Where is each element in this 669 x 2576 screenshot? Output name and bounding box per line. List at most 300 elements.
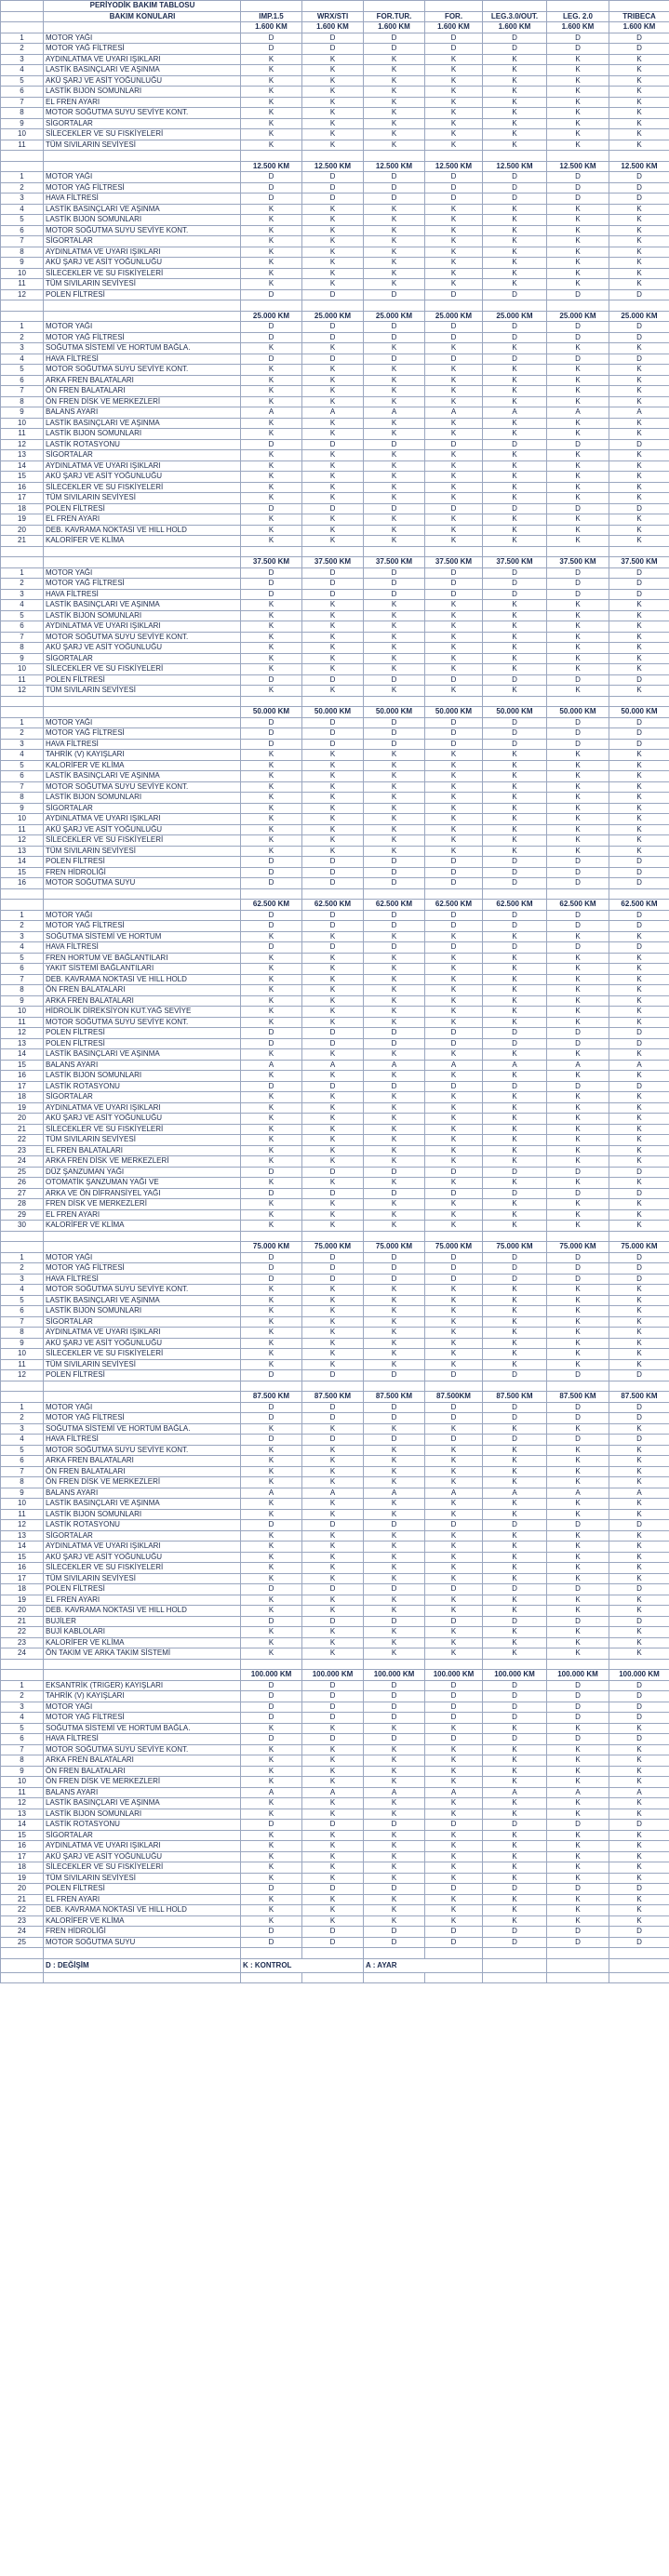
table-row (1, 1616, 669, 1627)
action-code: K (609, 1841, 669, 1852)
maintenance-item: AKÜ ŞARJ VE ASİT YOĞUNLUĞU (44, 75, 241, 87)
action-code: K (302, 247, 364, 258)
action-code: K (547, 482, 609, 493)
action-code: K (364, 1830, 425, 1841)
table-row (1, 835, 669, 847)
action-code: D (364, 1691, 425, 1702)
action-code: K (302, 343, 364, 354)
interval-column-header: 62.500 KM (483, 900, 547, 911)
action-code: K (483, 664, 547, 675)
interval-column-header: 87.500 KM (241, 1392, 302, 1403)
maintenance-item: HAVA FİLTRESİ (44, 1274, 241, 1285)
action-code: D (241, 1038, 302, 1049)
action-code: K (425, 1295, 483, 1306)
action-code: K (425, 964, 483, 975)
row-number: 2 (1, 1413, 44, 1424)
action-code: K (364, 1809, 425, 1820)
action-code: D (609, 1038, 669, 1049)
row-number: 2 (1, 182, 44, 194)
action-code: K (547, 1894, 609, 1905)
action-code: K (609, 1477, 669, 1488)
action-code: D (547, 567, 609, 579)
action-code: K (241, 450, 302, 461)
maintenance-item: MOTOR SOĞUTMA SUYU SEVİYE KONT. (44, 632, 241, 643)
action-code: K (364, 1777, 425, 1788)
spacer-cell (241, 696, 302, 707)
spacer-cell (425, 1948, 483, 1959)
spacer-cell (547, 1381, 609, 1392)
table-row (1, 1349, 669, 1360)
title-blank-cell (547, 1, 609, 12)
action-code: K (241, 1627, 302, 1638)
action-code: K (241, 1851, 302, 1862)
action-code: K (609, 1637, 669, 1648)
action-code: D (425, 1252, 483, 1263)
action-code: K (483, 953, 547, 964)
action-code: D (483, 910, 547, 921)
action-code: D (483, 1927, 547, 1938)
action-code: D (547, 1252, 609, 1263)
spacer-cell (241, 1381, 302, 1392)
action-code: K (364, 793, 425, 804)
action-code: D (241, 1937, 302, 1948)
action-code: D (241, 857, 302, 868)
action-code: K (241, 215, 302, 226)
action-code: D (241, 589, 302, 600)
row-number: 16 (1, 482, 44, 493)
action-code: K (364, 653, 425, 664)
table-row (1, 1552, 669, 1563)
action-code: K (425, 1466, 483, 1477)
action-code: K (241, 1744, 302, 1755)
table-row (1, 1862, 669, 1874)
action-code: K (483, 995, 547, 1007)
action-code: D (302, 194, 364, 205)
action-code: K (547, 974, 609, 985)
spacer-cell (483, 546, 547, 557)
action-code: K (547, 793, 609, 804)
action-code: D (364, 867, 425, 878)
action-code: D (425, 1927, 483, 1938)
action-code: D (609, 674, 669, 686)
action-code: D (364, 1702, 425, 1713)
action-code: K (609, 1798, 669, 1809)
maintenance-item: MOTOR YAĞI (44, 322, 241, 333)
action-code: D (425, 878, 483, 889)
action-code: K (364, 429, 425, 440)
action-code: K (302, 1595, 364, 1606)
row-number: 4 (1, 65, 44, 76)
action-code: K (364, 493, 425, 504)
action-code: A (364, 407, 425, 419)
action-code: D (302, 1584, 364, 1595)
table-row (1, 1884, 669, 1895)
action-code: K (609, 1445, 669, 1456)
action-code: K (364, 1135, 425, 1146)
action-code: A (547, 1488, 609, 1499)
action-code: K (547, 129, 609, 140)
action-code: K (241, 1316, 302, 1328)
spacer-cell (241, 1972, 302, 1983)
table-row (1, 942, 669, 954)
action-code: D (609, 878, 669, 889)
action-code: D (425, 674, 483, 686)
table-row (1, 33, 669, 44)
interval-column-header: 12.500 KM (483, 161, 547, 172)
maintenance-item: SİGORTALAR (44, 1316, 241, 1328)
action-code: K (364, 1894, 425, 1905)
action-code: D (483, 579, 547, 590)
action-code: D (364, 1927, 425, 1938)
action-code: K (547, 1873, 609, 1884)
action-code: K (483, 1509, 547, 1520)
action-code: K (364, 1606, 425, 1617)
action-code: K (302, 1563, 364, 1574)
row-number: 11 (1, 1359, 44, 1370)
action-code: K (241, 974, 302, 985)
table-row (1, 365, 669, 376)
action-code: K (547, 632, 609, 643)
action-code: D (483, 182, 547, 194)
action-code: D (547, 1713, 609, 1724)
action-code: D (425, 1734, 483, 1745)
action-code: K (364, 482, 425, 493)
spacer-cell (302, 1972, 364, 1983)
action-code: K (483, 835, 547, 847)
row-number: 21 (1, 1894, 44, 1905)
action-code: K (302, 1306, 364, 1317)
spacer-cell (609, 888, 669, 900)
action-code: K (483, 215, 547, 226)
action-code: K (425, 610, 483, 621)
action-code: K (241, 621, 302, 633)
table-row (1, 1927, 669, 1938)
interval-header-no-cell (1, 1242, 44, 1253)
action-code: K (547, 1221, 609, 1232)
action-code: D (609, 44, 669, 55)
action-code: K (609, 1359, 669, 1370)
maintenance-item: KALORİFER VE KLİMA (44, 760, 241, 771)
action-code: D (425, 1584, 483, 1595)
action-code: D (547, 1038, 609, 1049)
action-code: K (547, 1798, 609, 1809)
row-number: 13 (1, 1809, 44, 1820)
maintenance-item: SOĞUTMA SİSTEMİ VE HORTUM (44, 931, 241, 942)
row-number: 13 (1, 1530, 44, 1542)
action-code: K (364, 1456, 425, 1467)
action-code: D (241, 1435, 302, 1446)
action-code: K (302, 1766, 364, 1777)
action-code: K (364, 664, 425, 675)
table-row (1, 1221, 669, 1232)
action-code: D (241, 942, 302, 954)
action-code: K (241, 1456, 302, 1467)
action-code: K (609, 621, 669, 633)
action-code: D (547, 910, 609, 921)
table-row (1, 750, 669, 761)
action-code: K (241, 1423, 302, 1435)
row-number: 8 (1, 1328, 44, 1339)
action-code: K (241, 1295, 302, 1306)
action-code: K (547, 1477, 609, 1488)
action-code: K (302, 750, 364, 761)
action-code: K (609, 97, 669, 108)
action-code: K (483, 985, 547, 996)
action-code: K (241, 97, 302, 108)
table-row (1, 1156, 669, 1168)
action-code: K (302, 1285, 364, 1296)
action-code: K (483, 365, 547, 376)
row-number: 12 (1, 1520, 44, 1531)
action-code: K (302, 964, 364, 975)
action-code: D (425, 33, 483, 44)
action-code: K (609, 536, 669, 547)
maintenance-item: SİLECEKLER VE SU FISKİYELERİ (44, 664, 241, 675)
action-code: K (483, 610, 547, 621)
action-code: K (241, 1723, 302, 1734)
action-code: K (241, 1156, 302, 1168)
row-number: 12 (1, 686, 44, 697)
maintenance-item: KALORİFER VE KLİMA (44, 1221, 241, 1232)
action-code: D (547, 439, 609, 450)
interval-column-header: 50.000 KM (483, 707, 547, 718)
action-code: K (302, 781, 364, 793)
action-code: K (241, 803, 302, 814)
row-number: 11 (1, 140, 44, 151)
interval-column-header: 100.000 KM (302, 1670, 364, 1681)
maintenance-item: TÜM SIVILARIN SEVİYESİ (44, 493, 241, 504)
spacer-cell (241, 1231, 302, 1242)
row-number: 10 (1, 1777, 44, 1788)
legend-row (1, 1958, 669, 1972)
action-code: K (364, 1221, 425, 1232)
interval-column-header: 75.000 KM (547, 1242, 609, 1253)
action-code: D (241, 182, 302, 194)
maintenance-item: LASTİK BASINÇLARI VE AŞINMA (44, 600, 241, 611)
maintenance-item: SİGORTALAR (44, 1092, 241, 1103)
action-code: K (425, 375, 483, 386)
action-code: D (547, 1820, 609, 1831)
maintenance-item: SİLECEKLER VE SU FISKİYELERİ (44, 1349, 241, 1360)
action-code: K (425, 1178, 483, 1189)
action-code: A (425, 407, 483, 419)
action-code: K (425, 793, 483, 804)
maintenance-item: FREN HİDROLİĞİ (44, 867, 241, 878)
action-code: K (302, 760, 364, 771)
interval-column-header: 75.000 KM (364, 1242, 425, 1253)
action-code: K (241, 1648, 302, 1660)
action-code: A (483, 1060, 547, 1071)
row-number: 3 (1, 194, 44, 205)
action-code: K (425, 1637, 483, 1648)
row-number: 14 (1, 857, 44, 868)
table-row (1, 386, 669, 397)
action-code: D (302, 289, 364, 300)
action-code: K (241, 771, 302, 782)
table-row (1, 450, 669, 461)
action-code: K (483, 525, 547, 536)
action-code: K (547, 450, 609, 461)
action-code: K (241, 835, 302, 847)
row-number: 14 (1, 460, 44, 472)
maintenance-item: BALANS AYARI (44, 407, 241, 419)
action-code: K (609, 450, 669, 461)
action-code: D (425, 857, 483, 868)
action-code: D (547, 1691, 609, 1702)
table-row (1, 1092, 669, 1103)
maintenance-item: OTOMATİK ŞANZUMAN YAĞI VE (44, 1178, 241, 1189)
action-code: K (241, 1755, 302, 1767)
section-spacer-row (1, 151, 669, 162)
table-row (1, 1167, 669, 1178)
table-row (1, 824, 669, 835)
action-code: K (425, 525, 483, 536)
action-code: K (364, 365, 425, 376)
maintenance-item: MOTOR YAĞ FİLTRESİ (44, 1263, 241, 1275)
maintenance-item: EL FREN AYARI (44, 514, 241, 526)
interval-column-header: 50.000 KM (547, 707, 609, 718)
action-code: K (483, 1466, 547, 1477)
row-number: 12 (1, 835, 44, 847)
spacer-cell (547, 1948, 609, 1959)
action-code: D (483, 1402, 547, 1413)
action-code: D (425, 1713, 483, 1724)
action-code: K (302, 643, 364, 654)
action-code: D (302, 1370, 364, 1381)
maintenance-item: LASTİK BASINÇLARI VE AŞINMA (44, 1049, 241, 1061)
action-code: K (483, 1766, 547, 1777)
action-code: K (302, 450, 364, 461)
action-code: K (547, 118, 609, 129)
action-code: D (364, 332, 425, 343)
row-number: 1 (1, 322, 44, 333)
action-code: K (364, 1905, 425, 1916)
spacer-cell (302, 300, 364, 312)
interval-column-header: 87.500 KM (547, 1392, 609, 1403)
table-row (1, 1359, 669, 1370)
row-number: 7 (1, 632, 44, 643)
action-code: D (483, 739, 547, 750)
action-code: D (241, 910, 302, 921)
action-code: D (609, 717, 669, 728)
interval-column-header: 50.000 KM (609, 707, 669, 718)
action-code: K (483, 65, 547, 76)
action-code: D (302, 1691, 364, 1702)
action-code: D (364, 1435, 425, 1446)
interval-column-header: 25.000 KM (425, 311, 483, 322)
action-code: K (302, 386, 364, 397)
row-number: 21 (1, 1124, 44, 1135)
action-code: D (483, 1370, 547, 1381)
table-row (1, 1028, 669, 1039)
action-code: K (302, 279, 364, 290)
action-code: K (609, 429, 669, 440)
action-code: K (609, 236, 669, 247)
table-row (1, 1734, 669, 1745)
action-code: K (483, 1145, 547, 1156)
action-code: K (609, 247, 669, 258)
interval-column-header: 87.500 KM (302, 1392, 364, 1403)
maintenance-item: FREN DİSK VE MERKEZLERİ (44, 1199, 241, 1210)
maintenance-item: LASTİK ROTASYONU (44, 1520, 241, 1531)
action-code: D (425, 1263, 483, 1275)
action-code: K (425, 472, 483, 483)
action-code: K (302, 1798, 364, 1809)
action-code: D (483, 942, 547, 954)
row-number: 11 (1, 279, 44, 290)
action-code: K (302, 1873, 364, 1884)
action-code: D (302, 33, 364, 44)
action-code: K (547, 108, 609, 119)
action-code: D (364, 1274, 425, 1285)
action-code: K (547, 1007, 609, 1018)
maintenance-item: BALANS AYARI (44, 1787, 241, 1798)
table-row (1, 1905, 669, 1916)
action-code: D (483, 1680, 547, 1691)
interval-column-header: 25.000 KM (241, 311, 302, 322)
action-code: D (547, 717, 609, 728)
action-code: D (364, 857, 425, 868)
action-code: D (425, 1691, 483, 1702)
action-code: K (364, 1798, 425, 1809)
action-code: K (364, 974, 425, 985)
action-code: K (425, 1894, 483, 1905)
action-code: D (302, 503, 364, 514)
table-row (1, 1338, 669, 1349)
spacer-cell (1, 1972, 44, 1983)
action-code: K (302, 429, 364, 440)
action-code: K (364, 1499, 425, 1510)
action-code: D (547, 322, 609, 333)
row-number: 4 (1, 204, 44, 215)
action-code: D (302, 878, 364, 889)
spacer-cell (609, 151, 669, 162)
action-code: K (547, 1755, 609, 1767)
action-code: K (364, 268, 425, 279)
action-code: K (483, 1007, 547, 1018)
action-code: D (302, 1274, 364, 1285)
action-code: K (547, 1349, 609, 1360)
action-code: D (609, 182, 669, 194)
action-code: K (425, 268, 483, 279)
action-code: D (483, 1263, 547, 1275)
spacer-cell (483, 696, 547, 707)
action-code: D (241, 1028, 302, 1039)
table-row (1, 1702, 669, 1713)
action-code: K (302, 1552, 364, 1563)
table-row (1, 857, 669, 868)
action-code: K (609, 1221, 669, 1232)
table-row (1, 1637, 669, 1648)
action-code: K (241, 610, 302, 621)
interval-header-row (1, 900, 669, 911)
row-number: 9 (1, 118, 44, 129)
action-code: K (302, 97, 364, 108)
action-code: K (241, 1328, 302, 1339)
action-code: D (302, 332, 364, 343)
action-code: K (364, 1627, 425, 1638)
action-code: K (302, 600, 364, 611)
action-code: K (425, 1423, 483, 1435)
action-code: K (483, 1071, 547, 1082)
action-code: D (609, 1435, 669, 1446)
model-header: LEG.3.0/OUT. (483, 11, 547, 22)
maintenance-item: ARKA FREN BALATALARI (44, 1456, 241, 1467)
action-code: A (364, 1060, 425, 1071)
interval-column-header: 25.000 KM (547, 311, 609, 322)
section-spacer-row (1, 888, 669, 900)
action-code: D (302, 1402, 364, 1413)
